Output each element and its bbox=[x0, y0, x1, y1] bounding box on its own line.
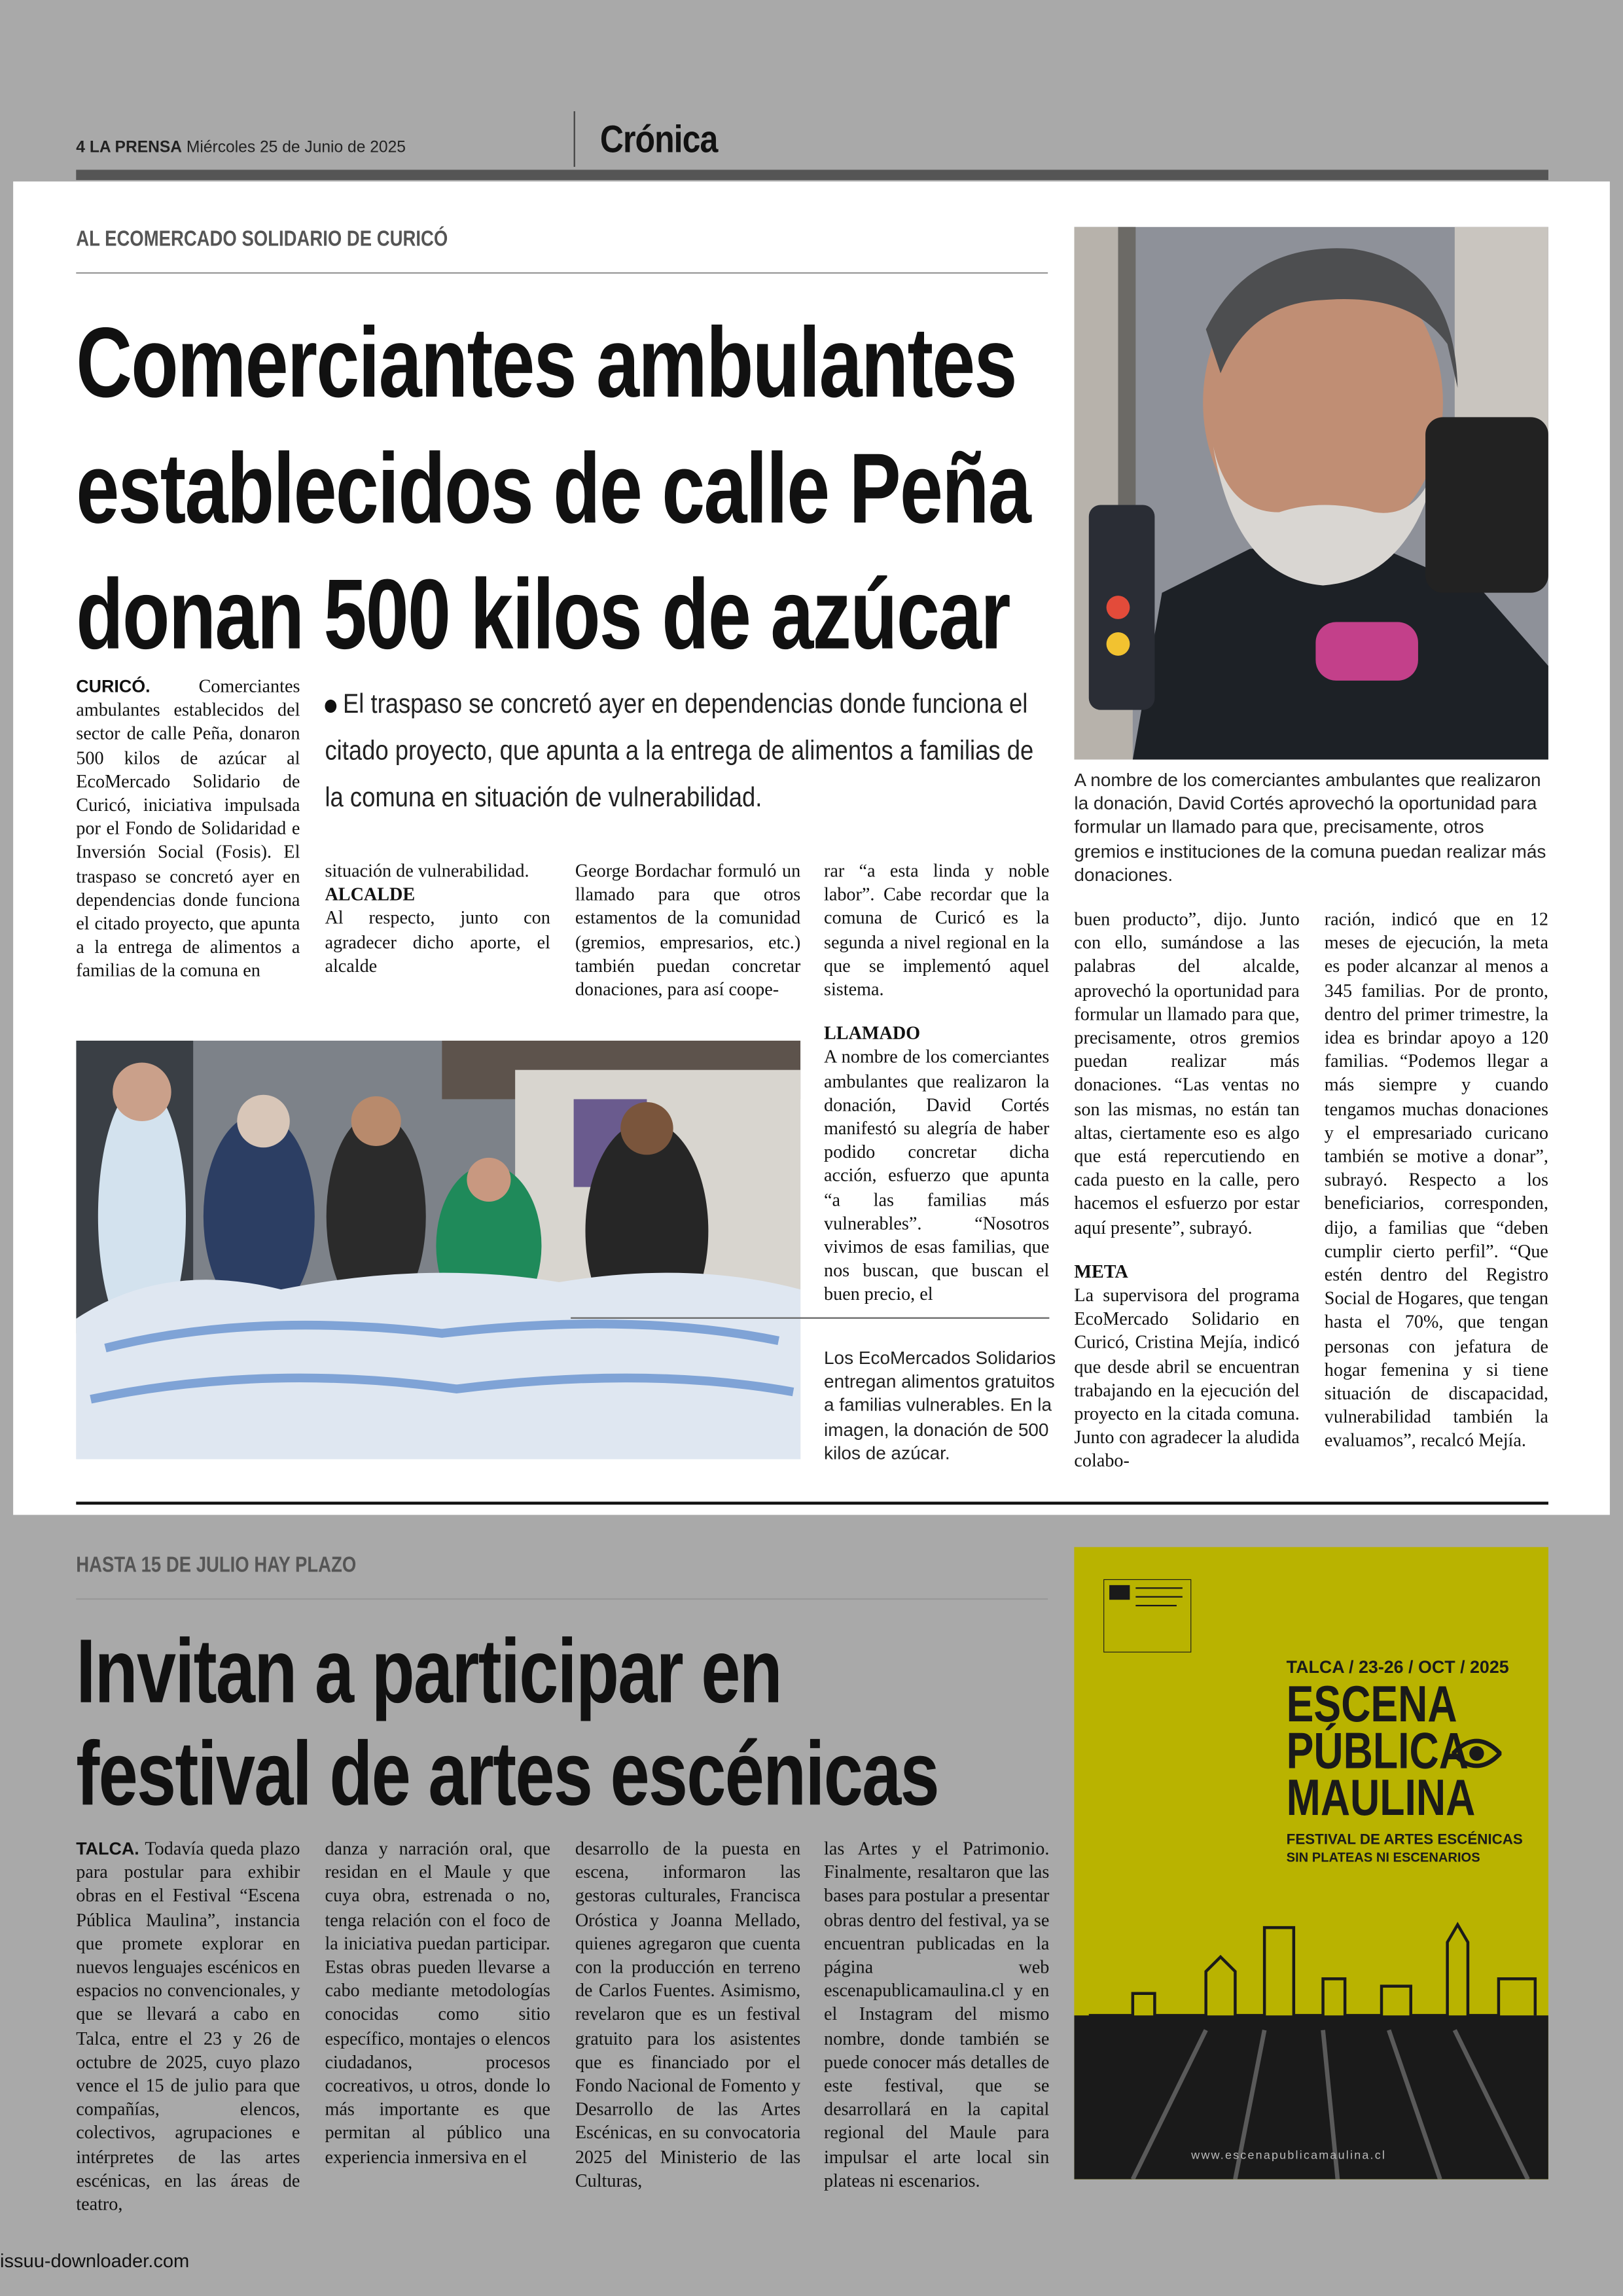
column-text: Al respecto, junto con agradecer dicho aporte, el alcalde bbox=[325, 908, 550, 977]
kicker-rule bbox=[76, 1598, 1048, 1600]
donation-photo bbox=[76, 1041, 800, 1460]
column-text: Comerciantes ambulantes establecidos del sector de calle Peña, donaron 500 kilos de azúcar al EcoMercado Solidario de Curicó, iniciativa impulsada por el Fondo de Solidaridad e Inversión Social (Fosis). El traspaso se concretó ayer en dependencias donde funciona el citado proyecto, que apunta a la entrega de alimentos a familias de la comuna en bbox=[76, 676, 300, 982]
subhead-alcalde: ALCALDE bbox=[325, 884, 416, 905]
ministry-logo bbox=[1103, 1579, 1191, 1653]
article-column bbox=[824, 1837, 1049, 2193]
article-column bbox=[1074, 907, 1299, 1473]
page-folio bbox=[76, 139, 406, 156]
article-column bbox=[76, 675, 300, 983]
article-column bbox=[575, 1837, 800, 2193]
article-kicker: HASTA 15 DE JULIO HAY PLAZO bbox=[76, 1552, 357, 1578]
header-divider bbox=[574, 111, 575, 167]
portrait-illustration bbox=[1074, 227, 1548, 760]
article-column bbox=[575, 859, 800, 1001]
eye-icon bbox=[1452, 1737, 1501, 1769]
page-number: 4 bbox=[76, 139, 85, 157]
column-text: desarrollo de la puesta en escena, informaron las gestoras culturales, Francisca Oróstica y Joanna Mellado, quienes agregaron que cuenta con la producción en terreno de Carlos Fuentes. Asimismo, revelaron que es un festival gratuito para los asistentes que es financiado por el Fondo Nacional de Fomento y Desarrollo de las Artes Escénicas, en su convocatoria 2025 del Ministerio de las Culturas, bbox=[575, 1838, 801, 2191]
headline-line: festival de artes escénicas bbox=[76, 1724, 938, 1825]
column-text: danza y narración oral, que residan en el Maule y que cuya obra, estrenada o no, tenga relación con el foco de la iniciativa puedan participar. Estas obras pueden llevarse a cabo mediante metodologías conocidas como sitio específico, montajes o elencos ciudadanos, procesos cocreativos, u otros, donde lo más importante es que permitan al público una experiencia inmersiva en el bbox=[325, 1838, 550, 2168]
column-text: buen producto”, dijo. Junto con ello, sumándose a las palabras del alcalde, aprovechó la oportunidad para formular un llamado para que, precisamente, otros gremios puedan realizar más donaciones. “Las ventas no son las mismas, no están tan altas, ciertamente eso es algo que está repercutiendo en cada puesto en la calle, pero hacemos el esfuerzo por estar aquí presente”, subrayó. bbox=[1074, 908, 1300, 1238]
poster-title-line: ESCENA bbox=[1286, 1676, 1457, 1733]
article-deck bbox=[325, 681, 1046, 821]
poster-subtitle: FESTIVAL DE ARTES ESCÉNICAS bbox=[1286, 1832, 1523, 1849]
poster-title bbox=[1286, 1676, 1476, 1827]
subhead-meta: META bbox=[1074, 1261, 1128, 1282]
poster-tagline: SIN PLATEAS NI ESCENARIOS bbox=[1286, 1850, 1480, 1865]
article-column bbox=[325, 1837, 550, 2168]
dateline: TALCA. bbox=[76, 1838, 139, 1859]
poster-title-line: MAULINA bbox=[1286, 1769, 1476, 1827]
headline-line: Comerciantes ambulantes bbox=[76, 307, 1016, 419]
paper-name: LA PRENSA bbox=[89, 139, 183, 157]
deck-line: la comuna en situación de vulnerabilidad. bbox=[325, 781, 762, 813]
skyline-illustration bbox=[1074, 1913, 1548, 2179]
header-bar bbox=[76, 170, 1548, 180]
watermark: issuu-downloader.com bbox=[0, 2250, 190, 2272]
column-text: A nombre de los comerciantes ambulantes que realizaron la donación, David Cortés manifestó su alegría de haber podido concretar dicha acción, esfuerzo que apunta “a las familias más vulnerables”. “Nosotros vivimos de esas familias, que nos buscan, que buscan el buen precio, el bbox=[824, 1047, 1050, 1305]
column-text: La supervisora del programa EcoMercado Solidario en Curicó, Cristina Mejía, indicó que desde abril se encuentran trabajando en la ejecución del proyecto en la citada comuna. Junto con agradecer la aludida colabo- bbox=[1074, 1285, 1300, 1472]
headline-line: Invitan a participar en bbox=[76, 1621, 782, 1723]
poster-title-line: PÚBLICA bbox=[1286, 1723, 1469, 1780]
caption-rule bbox=[571, 1318, 1049, 1319]
deck-line: citado proyecto, que apunta a la entrega de alimentos a familias de bbox=[325, 734, 1034, 766]
column-text: ración, indicó que en 12 meses de ejecución, la meta es poder alcanzar al menos a 345 familias. Por de pronto, dentro del primer trimestre, la idea es brindar apoyo a 120 familias. “Podemos llegar a más siempre y cuando tengamos muchas donaciones y el empresariado curicano también se motive a donar”, subrayó. Respecto a los beneficiarios, corresponden, dijo, a familias que “deben cumplir cierto perfil”. “Que estén dentro del Registro Social de Hogares, que tengan hasta el 70%, que tengan personas con jefatura de hogar femenina y si tiene situación de discapacidad, vulnerabilidad también la evaluamos”, recalcó Mejía. bbox=[1324, 908, 1548, 1452]
poster-url: www.escenapublicamaulina.cl bbox=[1191, 2148, 1387, 2162]
photo-caption: Los EcoMercados Solidarios entregan alimentos gratuitos a familias vulnerables. En la imagen, la donación de 500 kilos de azúcar. bbox=[824, 1348, 1056, 1463]
column-text: George Bordachar formuló un llamado para que otros estamentos de la comunidad (gremios, empresarios, etc.) también puedan concretar donaciones, para así coope- bbox=[575, 860, 801, 1000]
column-text: Todavía queda plazo para postular para exhibir obras en el Festival “Escena Pública Maulina”, instancia que promete explorar en nuevos lenguajes escénicos en espacios no convencionales, y que se llevará a cabo en Talca, entre el 23 y 26 de octubre de 2025, cuyo plazo vence el 15 de julio para que compañías, elencos, colectivos, agrupaciones e intérpretes de las artes escénicas, en las áreas de teatro, bbox=[76, 1838, 300, 2215]
article-column bbox=[1325, 907, 1548, 1452]
article-headline bbox=[76, 1622, 938, 1827]
issue-date: Miércoles 25 de Junio de 2025 bbox=[186, 139, 406, 157]
column-text: rar “a esta linda y noble labor”. Cabe recordar que la comuna de Curicó es la segunda a nivel regional en la que se implementó aquel sistema. bbox=[824, 860, 1050, 1000]
article-column bbox=[325, 859, 550, 978]
headline-line: establecidos de calle Peña bbox=[76, 433, 1031, 545]
article-headline bbox=[76, 300, 1030, 677]
section-rule bbox=[76, 1501, 1548, 1504]
article-column bbox=[76, 1837, 300, 2216]
subhead-llamado: LLAMADO bbox=[824, 1023, 921, 1044]
dateline: CURICÓ. bbox=[76, 676, 151, 697]
article-kicker: AL ECOMERCADO SOLIDARIO DE CURICÓ bbox=[76, 226, 448, 252]
deck-line: El traspaso se concretó ayer en dependencias donde funciona el bbox=[342, 688, 1028, 719]
poster-dates: TALCA / 23-26 / OCT / 2025 bbox=[1286, 1657, 1509, 1677]
section-title: Crónica bbox=[599, 117, 718, 161]
donation-illustration bbox=[76, 1041, 800, 1460]
column-text: las Artes y el Patrimonio. Finalmente, resaltaron que las bases para postular a presentar obras dentro del festival, ya se encuentran publicadas en la página web escenapublicamaulina.cl y en el Instagram del mismo nombre, donde también se puede conocer más detalles de este festival, que se desarrollará en la capital regional del Maule para impulsar el arte local sin plateas ni escenarios. bbox=[824, 1838, 1050, 2191]
article-column bbox=[824, 859, 1049, 1307]
column-text: situación de vulnerabilidad. bbox=[325, 860, 529, 882]
kicker-rule bbox=[76, 272, 1048, 274]
portrait-photo bbox=[1074, 227, 1548, 760]
photo-caption: A nombre de los comerciantes ambulantes que realizaron la donación, David Cortés aprovechó la oportunidad para formular un llamado para que, precisamente, otros gremios e instituciones de la comuna puedan realizar más donaciones. bbox=[1074, 770, 1546, 886]
festival-poster bbox=[1074, 1547, 1548, 2179]
headline-line: donan 500 kilos de azúcar bbox=[76, 559, 1010, 671]
bullet-icon bbox=[325, 699, 336, 712]
